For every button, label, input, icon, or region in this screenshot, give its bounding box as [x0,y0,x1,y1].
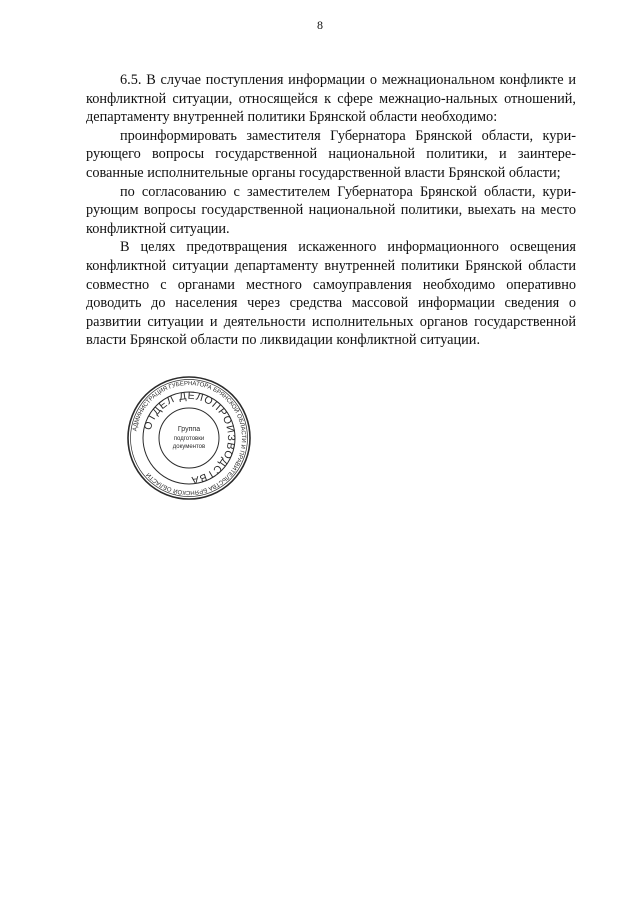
office-stamp [126,375,252,501]
stamp-center-line-2: подготовки [173,436,205,442]
document-body [86,71,576,350]
paragraph-6-5: 6.5. В случае поступления информации о межнациональном конфликте и конфликтной ситуации, относящейся к сфере межнацио-нальных отношений, департаменту внутренней политики Брянской области необходимо: [86,72,576,126]
stamp-center-line-1: Группа [177,426,201,433]
stamp-outer-text: АДМИНИСТРАЦИЯ ГУБЕРНАТОРА БРЯНСКОЙ ОБЛАСТИ И ПРАВИТЕЛЬСТВА БРЯНСКОЙ ОБЛАСТИ [132,380,247,496]
paragraph-agreement: по согласованию с заместителем Губернатора Брянской области, кури-рующим вопросы государственной национальной политики, выехать на место конфликтной ситуации. [86,183,576,237]
page-number: 8 [317,18,323,32]
paragraph-prevention: В целях предотвращения искаженного информационного освещения конфликтной ситуации департаменту внутренней политики Брянской области совместно с органами местного самоуправления необходимо оперативно доводить до населения через средства массовой информации сведения о развитии ситуации и деятельности исполнительных органов государственной власти Брянской области по ликвидации конфликтной ситуации. [86,239,576,349]
stamp-arc-text: ОТДЕЛ ДЕЛОПРОИЗВОДСТВА [141,389,238,487]
paragraph-inform: проинформировать заместителя Губернатора Брянской области, кури-рующего вопросы государственной национальной политики, и заинтере-сованные исполнительные органы государственной власти Брянской области; [86,127,576,181]
stamp-center-line-3: документов [172,444,206,450]
